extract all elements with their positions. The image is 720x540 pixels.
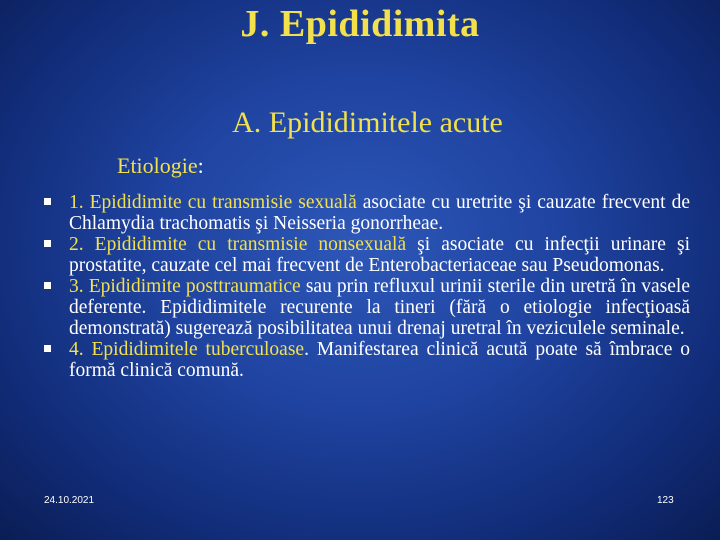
bullet-text: sau prin refluxul urinii sterile din uretră în vasele deferente. Epididimitele recurente la tineri (fără o etiologie infecţioasă demonstrată) sugerează posibilitatea unui drenaj uretral în veziculele seminale. <box>69 276 690 339</box>
footer-date: 24.10.2021 <box>44 495 95 506</box>
etiologie-colon: : <box>197 153 204 178</box>
etiologie-label: Etiologie <box>117 153 198 178</box>
etiologie-heading <box>117 153 204 179</box>
bullet-item-2 <box>44 234 690 276</box>
bullet-square-icon <box>44 345 51 352</box>
bullet-text: asociate cu uretrite şi cauzate frecvent de Chlamydia trachomatis şi Neisseria gonorrheae. <box>69 192 690 234</box>
bullet-square-icon <box>44 240 51 247</box>
slide-title: J. Epididimita <box>240 3 480 45</box>
bullet-square-icon <box>44 198 51 205</box>
bullet-list <box>44 192 690 381</box>
bullet-item-4 <box>44 339 690 381</box>
bullet-item-1 <box>44 192 690 234</box>
slide-subtitle: A. Epididimitele acute <box>232 106 503 139</box>
bullet-item-3 <box>44 276 690 339</box>
bullet-text: şi asociate cu infecţii urinare şi prostatite, cauzate cel mai frecvent de Enterobacteriaceae sau Pseudomonas. <box>69 234 690 276</box>
bullet-square-icon <box>44 282 51 289</box>
bullet-highlight: 4. Epididimitele tuberculoase <box>69 339 305 360</box>
bullet-highlight: 1. Epididimite cu transmisie sexuală <box>69 192 357 213</box>
bullet-highlight: 2. Epididimite cu transmisie nonsexuală <box>69 234 407 255</box>
page-number: 123 <box>657 495 674 506</box>
bullet-text: . Manifestarea clinică acută poate să îmbrace o formă clinică comună. <box>69 339 690 381</box>
bullet-highlight: 3. Epididimite posttraumatice <box>69 276 301 297</box>
